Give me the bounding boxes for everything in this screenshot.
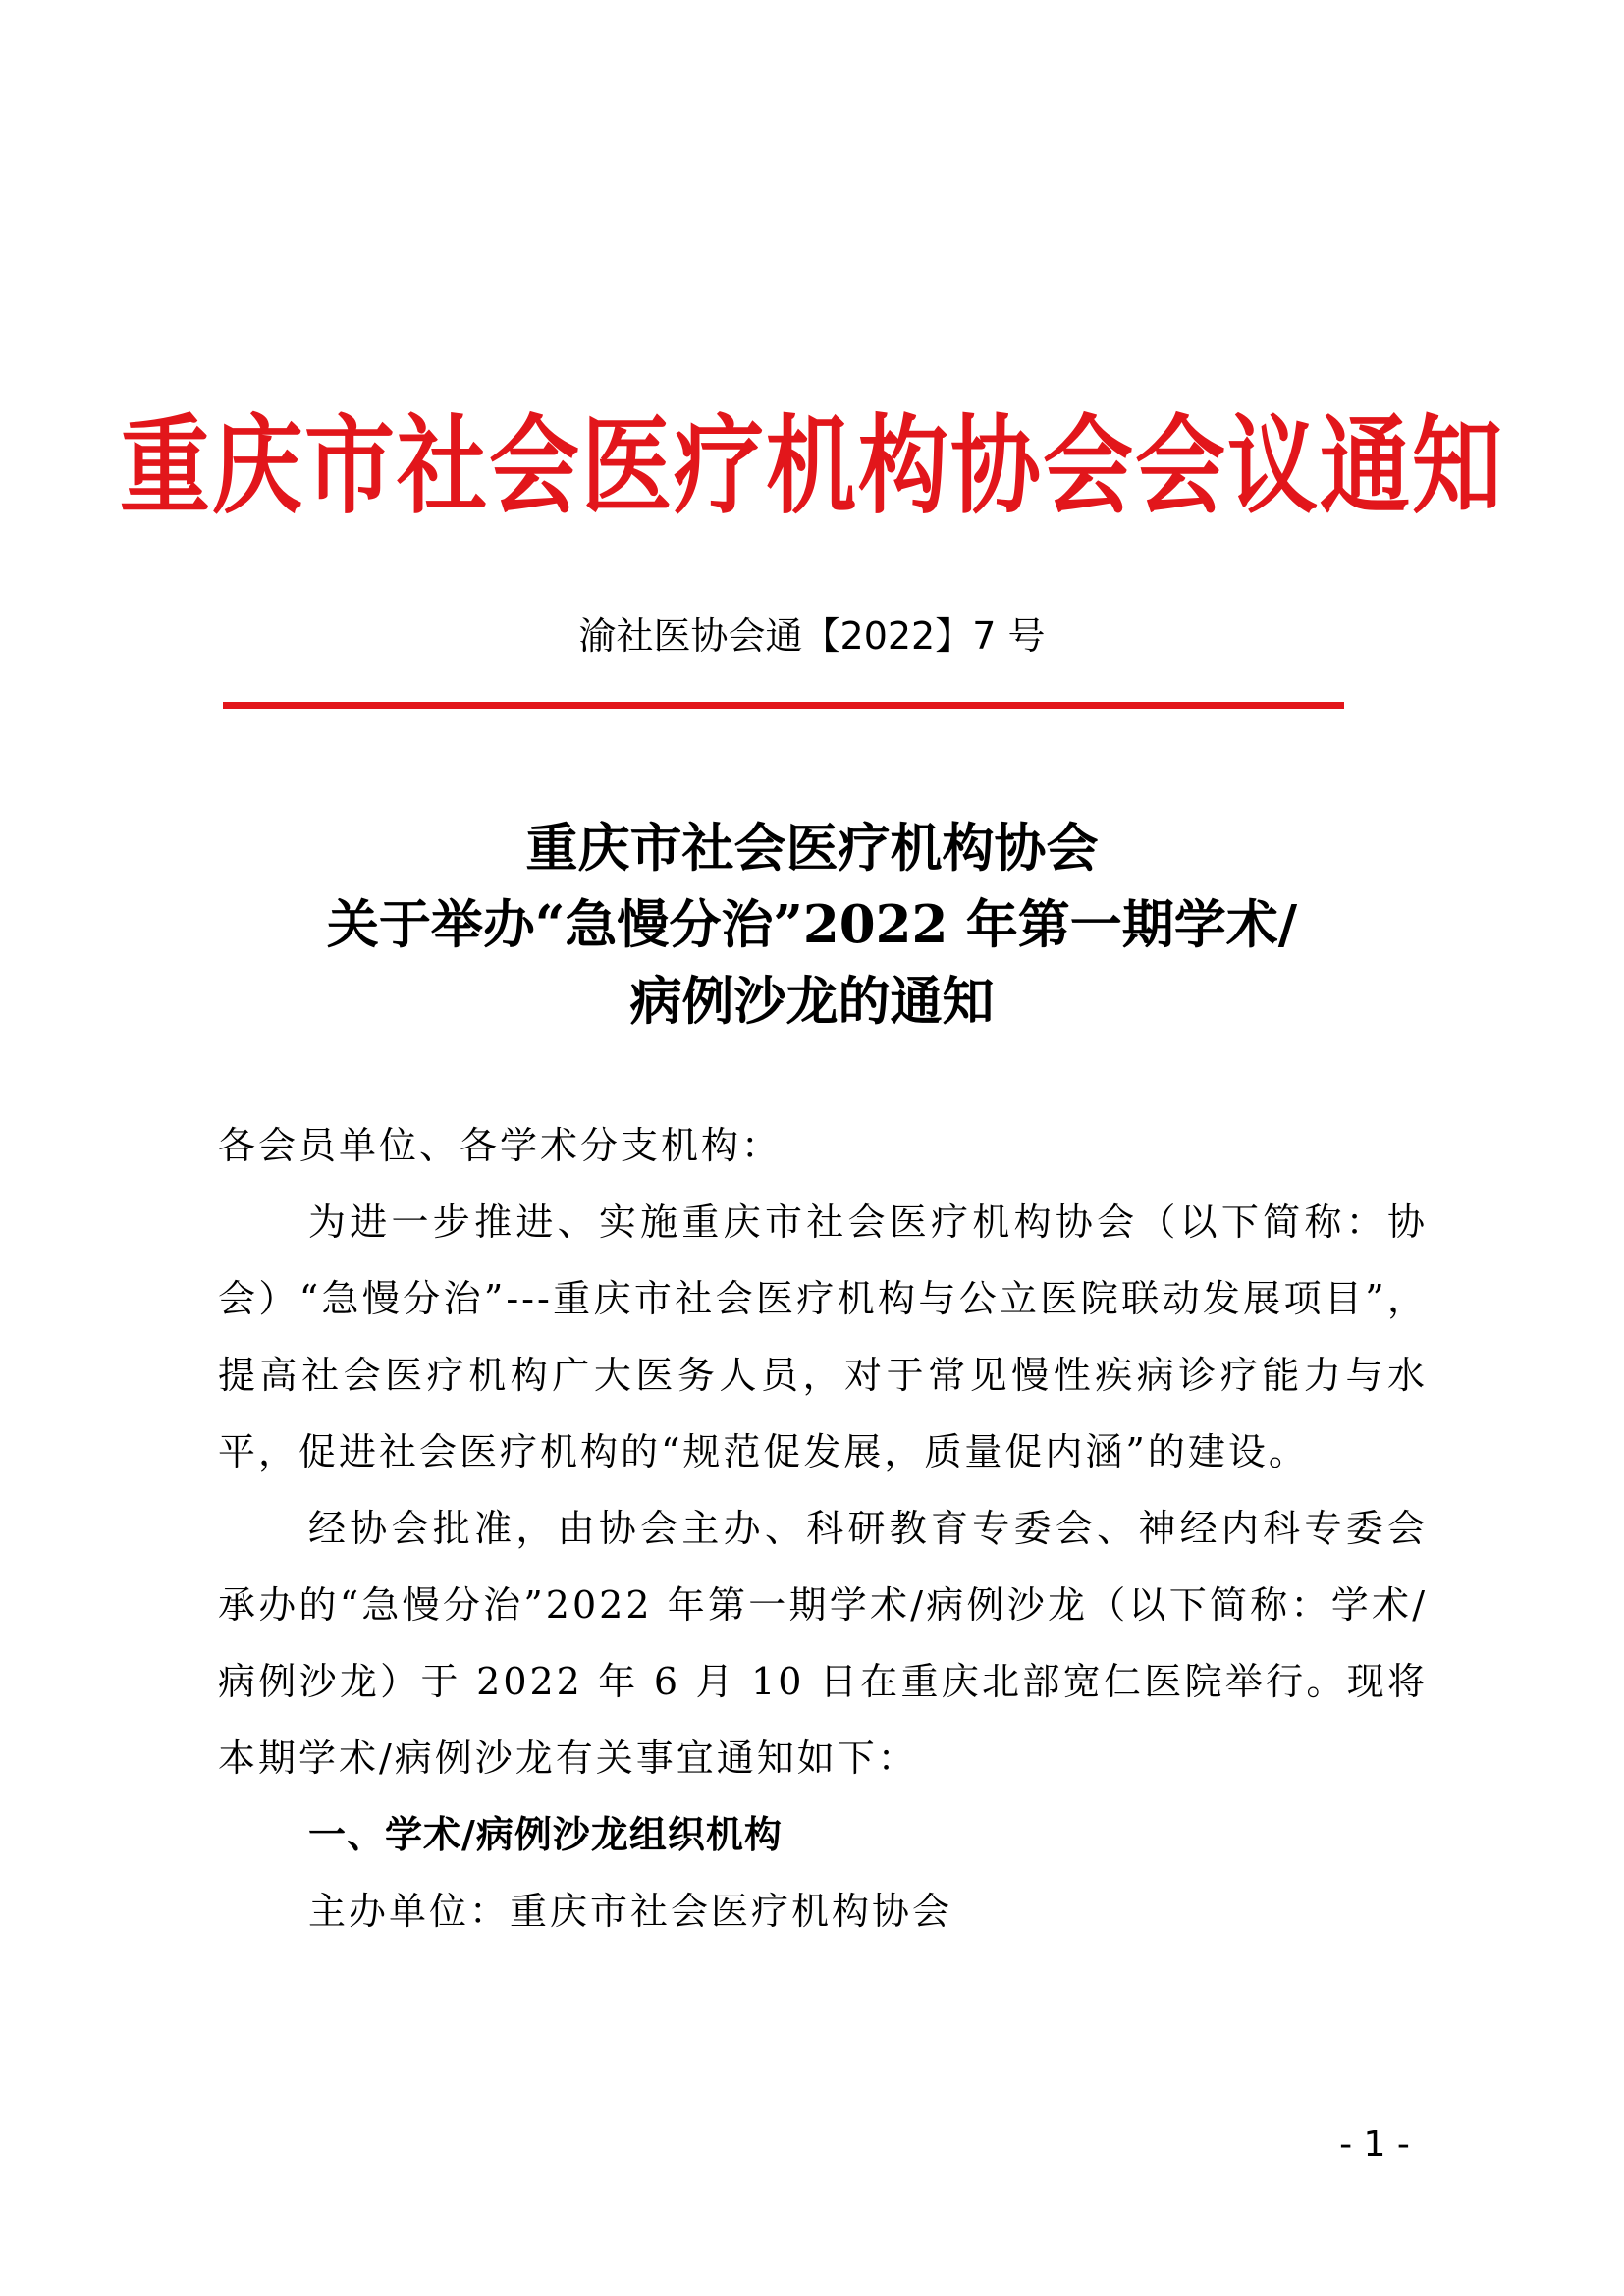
- paragraph-purpose: 为进一步推进、实施重庆市社会医疗机构协会（以下简称：协会）“急慢分治”---重庆市社会医疗机构与公立医院联动发展项目”，提高社会医疗机构广大医务人员，对于常见慢性疾病诊疗能力与水平，促进社会医疗机构的“规范促发展，质量促内涵”的建设。: [218, 1201, 1428, 1473]
- notice-title: [0, 810, 1624, 1040]
- notice-title-line: 关于举办“急慢分治”2022 年第一期学术/: [326, 894, 1298, 955]
- red-divider-line: [223, 702, 1344, 709]
- notice-title-line: 重庆市社会医疗机构协会: [525, 818, 1099, 879]
- paragraph-event-details: 经协会批准，由协会主办、科研教育专委会、神经内科专委会承办的“急慢分治”2022 年第一期学术/病例沙龙（以下简称：学术/病例沙龙）于 2022 年 6 月 10 日在重庆北部宽仁医院举行。现将本期学术/病例沙龙有关事宜通知如下：: [218, 1507, 1428, 1780]
- notice-body: [218, 1107, 1428, 1949]
- document-number: 渝社医协会通【2022】7 号: [578, 614, 1046, 658]
- page-number: - 1 -: [1339, 2124, 1410, 2164]
- organizer-line: 主办单位：重庆市社会医疗机构协会: [308, 1890, 953, 1933]
- section-heading-organization: 一、学术/病例沙龙组织机构: [308, 1813, 783, 1856]
- salutation: 各会员单位、各学术分支机构：: [218, 1124, 783, 1167]
- notice-title-line: 病例沙龙的通知: [629, 971, 995, 1032]
- document-header-title: 重庆市社会医疗机构协会会议通知: [119, 404, 1504, 529]
